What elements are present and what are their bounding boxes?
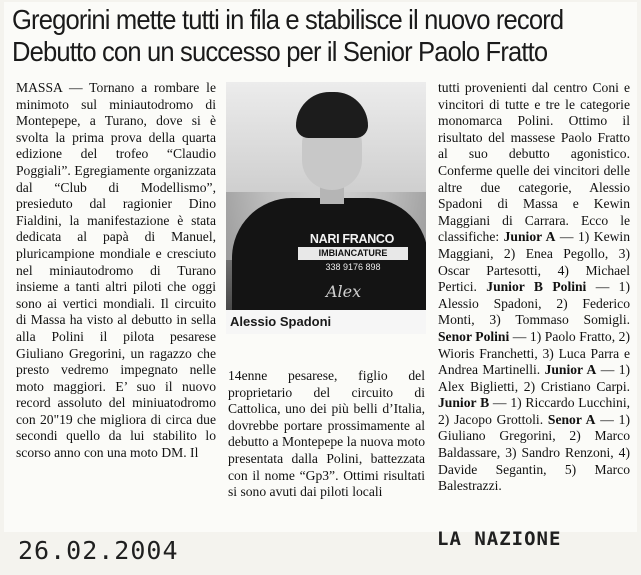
category-junior-b: Junior B (438, 395, 490, 411)
photo-caption (226, 310, 426, 334)
article-column-3 (438, 80, 630, 495)
column-1-text: MASSA — Tornano a rombare le minimoto sul miniautodromo di Montepepe, a Turano, dove si è svolta la prima prova della quarta edizione del trofeo “Claudio Poggiali”. Egregiamente organizzata dal “Club di Modellismo”, presieduto dal ragionier Dino Fialdini, la manifestazione è stata dedicata al papà di Manuel, pluricampione mondiale e cresciuto nel miniautodromo di Turano insieme a tanti altri piloti che oggi sono ai vertici mondiali. Il circuito di Massa ha visto al debutto in sella alla Polini il pilota pesarese Giuliano Gregorini, un ragazzo che presto vedremo impegnato nelle moto maggiori. E’ suo il nuovo record assoluto del miniuatodromo con 20"19 che migliora di circa due secondi quello da lui stabilito lo scorso anno con una moto DM. Il (16, 80, 216, 461)
headline-line-2: Debutto con un successo per il Senior Paolo Fratto (12, 36, 548, 67)
article-photo (226, 82, 426, 334)
results-senior-a: — 1) Giuliano Gregorini, 2) Marco Baldassare, 3) Sandro Renzoni, 4) Davide Segantin, 5) Marco Balestrazzi. (438, 411, 630, 494)
photo-caption-text: Alessio Spadoni (230, 314, 332, 329)
column-3-intro: tutti provenienti dal centro Coni e vincitori di tutte e tre le categorie monomarca Polini. Ottimo il risultato del massese Paolo Fratto al suo debutto agonistico. Conferme quelle dei vincitori delle altre due categorie, Alessio Spadoni di Massa e Kewin Maggiani di Carrara. Ecco le classifiche: (438, 80, 630, 245)
category-senior-polini: Senor Polini (438, 328, 510, 344)
column-3-text (438, 80, 630, 495)
article-headline (12, 4, 589, 68)
category-senior-a: Senor A (547, 411, 596, 427)
headline-line-1: Gregorini mette tutti in fila e stabilisce il nuovo record (12, 4, 564, 35)
shirt-sponsor-name: NARI FRANCO (309, 232, 395, 246)
newspaper-name-stamp: LA NAZIONE (437, 528, 562, 550)
shirt-sponsor-phone: 338 9176 898 (325, 262, 381, 272)
column-2-text: 14enne pesarese, figlio del proprietario del circuito di Cattolica, uno dei più belli d’Italia, dovrebbe portare prossimamente al debutto a Montepepe la nuova moto presentata dalla Polini, battezzata con il nome “Gp3”. Ottimi risultati si sono avuti dai piloti locali (228, 368, 425, 500)
shirt-sponsor-line: IMBIANCATURE (298, 247, 408, 260)
shirt-name: Alex (326, 282, 362, 301)
category-junior-a: Junior A (503, 229, 556, 245)
results-senior-polini: — 1) Paolo Fratto, 2) Wioris Franchetti, 3) Luca Parra e Andrea Martinelli. (438, 328, 630, 378)
date-stamp: 26.02.2004 (18, 536, 179, 565)
category-junior-b-polini: Junior B Polini (486, 279, 587, 295)
article-column-2 (228, 368, 425, 501)
results-junior-b: — 1) Riccardo Lucchini, 2) Jacopo Grottoli. (438, 395, 630, 427)
article-column-1 (16, 80, 216, 462)
results-junior-b-polini: — 1) Alessio Spadoni, 2) Federico Monti, 3) Tommaso Somigli. (438, 279, 630, 328)
results-junior-a: — 1) Kewin Maggiani, 2) Enea Pegollo, 3) Oscar Partesotti, 4) Michael Pertici. (438, 229, 630, 295)
category-junior-a-2: Junior A (544, 362, 597, 378)
results-junior-a-2: — 1) Alex Biglietti, 2) Cristiano Carpi. (438, 362, 631, 394)
